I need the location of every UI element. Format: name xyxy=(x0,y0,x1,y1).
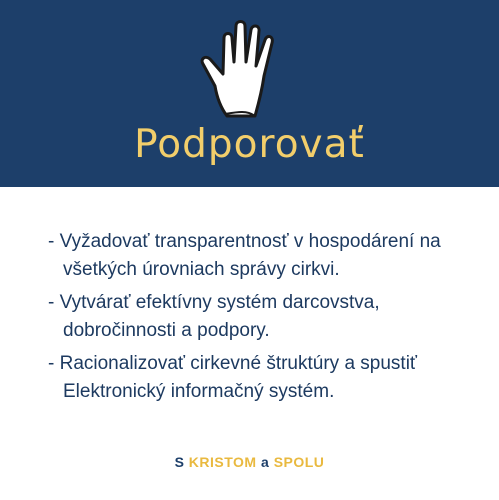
list-item: - Racionalizovať cirkevné štruktúry a spustiť Elektronický informačný systém. xyxy=(48,353,418,402)
list-item: - Vytvárať efektívny systém darcovstva, dobročinnosti a podpory. xyxy=(48,292,380,341)
footer-word-spolu: SPOLU xyxy=(273,454,325,470)
list-item: - Vyžadovať transparentnosť v hospodárení na všetkých úrovniach správy cirkvi. xyxy=(48,231,441,280)
header-banner xyxy=(0,0,499,187)
footer-word-kristom: KRISTOM xyxy=(188,454,257,470)
footer-word-a: a xyxy=(261,454,270,470)
raised-hand-icon xyxy=(197,20,287,124)
page-title: Podporovať xyxy=(134,122,365,167)
footer-word-s: S xyxy=(174,454,185,470)
footer-logo xyxy=(0,454,499,470)
bullet-list xyxy=(48,228,478,411)
